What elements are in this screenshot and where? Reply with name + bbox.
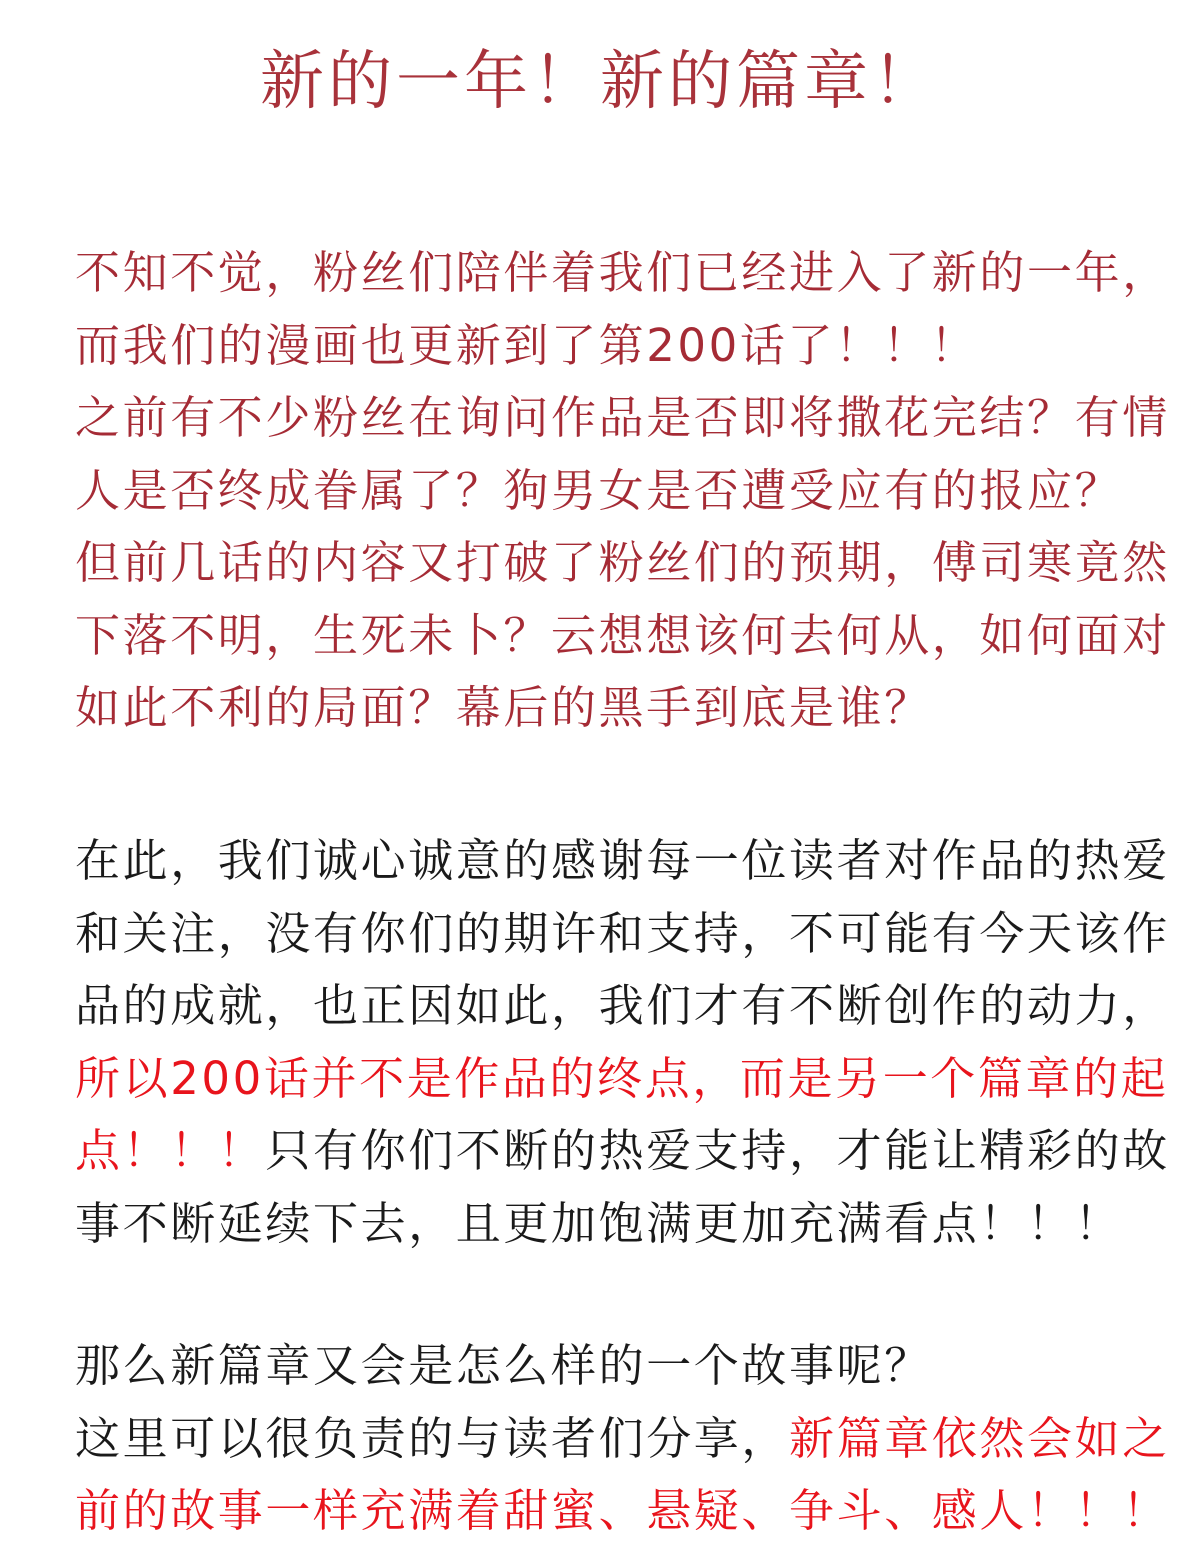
text-line — [75, 1043, 1175, 1116]
body-text: 这里可以很负责的与读者们分享， — [75, 1411, 790, 1465]
highlighted-text: 新篇章依然会如之 — [789, 1411, 1170, 1465]
text-line — [75, 898, 1175, 971]
text-line — [75, 455, 1175, 528]
text-line — [75, 382, 1175, 455]
text-line — [75, 1475, 1175, 1548]
body-text: 如此不利的局面？幕后的黑手到底是谁？ — [75, 681, 932, 734]
body-text: 和关注，没有你们的期许和支持，不可能有今天该作 — [75, 906, 1170, 960]
text-line — [75, 1188, 1175, 1261]
text-line — [75, 237, 1175, 310]
body-text: 但前几话的内容又打破了粉丝们的预期，傅司寒竟然 — [75, 536, 1170, 589]
text-line — [75, 970, 1175, 1043]
body-text: 不知不觉，粉丝们陪伴着我们已经进入了新的一年， — [75, 246, 1170, 299]
text-line — [75, 672, 1175, 745]
paragraph-new-chapter — [75, 1330, 1175, 1548]
highlighted-text: 所以200话并不是作品的终点，而是另一个篇章的起 — [75, 1051, 1169, 1105]
body-text: 品的成就，也正因如此，我们才有不断创作的动力， — [75, 979, 1170, 1032]
text-line — [75, 600, 1175, 673]
page-title: 新的一年！新的篇章！ — [260, 45, 940, 119]
body-text: 在此，我们诚心诚意的感谢每一位读者对作品的热爱 — [75, 834, 1170, 887]
text-line — [75, 1115, 1175, 1188]
highlighted-text: 点！！！ — [75, 1124, 266, 1177]
text-line — [75, 825, 1175, 898]
body-text: 那么新篇章又会是怎么样的一个故事呢？ — [75, 1339, 932, 1392]
text-line — [75, 1330, 1175, 1403]
paragraph-thanks — [75, 825, 1175, 1260]
body-text: 事不断延续下去，且更加饱满更加充满看点！！！ — [75, 1196, 1123, 1250]
text-line — [75, 1403, 1175, 1476]
body-text: 人是否终成眷属了？狗男女是否遭受应有的报应？ — [75, 463, 1123, 517]
text-line — [75, 310, 1175, 383]
body-text: 之前有不少粉丝在询问作品是否即将撒花完结？有情 — [75, 391, 1170, 444]
paragraph-intro — [75, 237, 1175, 745]
text-line — [75, 527, 1175, 600]
body-text: 只有你们不断的热爱支持，才能让精彩的故 — [265, 1124, 1170, 1177]
highlighted-text: 前的故事一样充满着甜蜜、悬疑、争斗、感人！！！ — [75, 1484, 1170, 1537]
body-text: 下落不明，生死未卜？云想想该何去何从，如何面对 — [75, 608, 1170, 662]
body-text: 而我们的漫画也更新到了第200话了！！！ — [75, 318, 978, 372]
